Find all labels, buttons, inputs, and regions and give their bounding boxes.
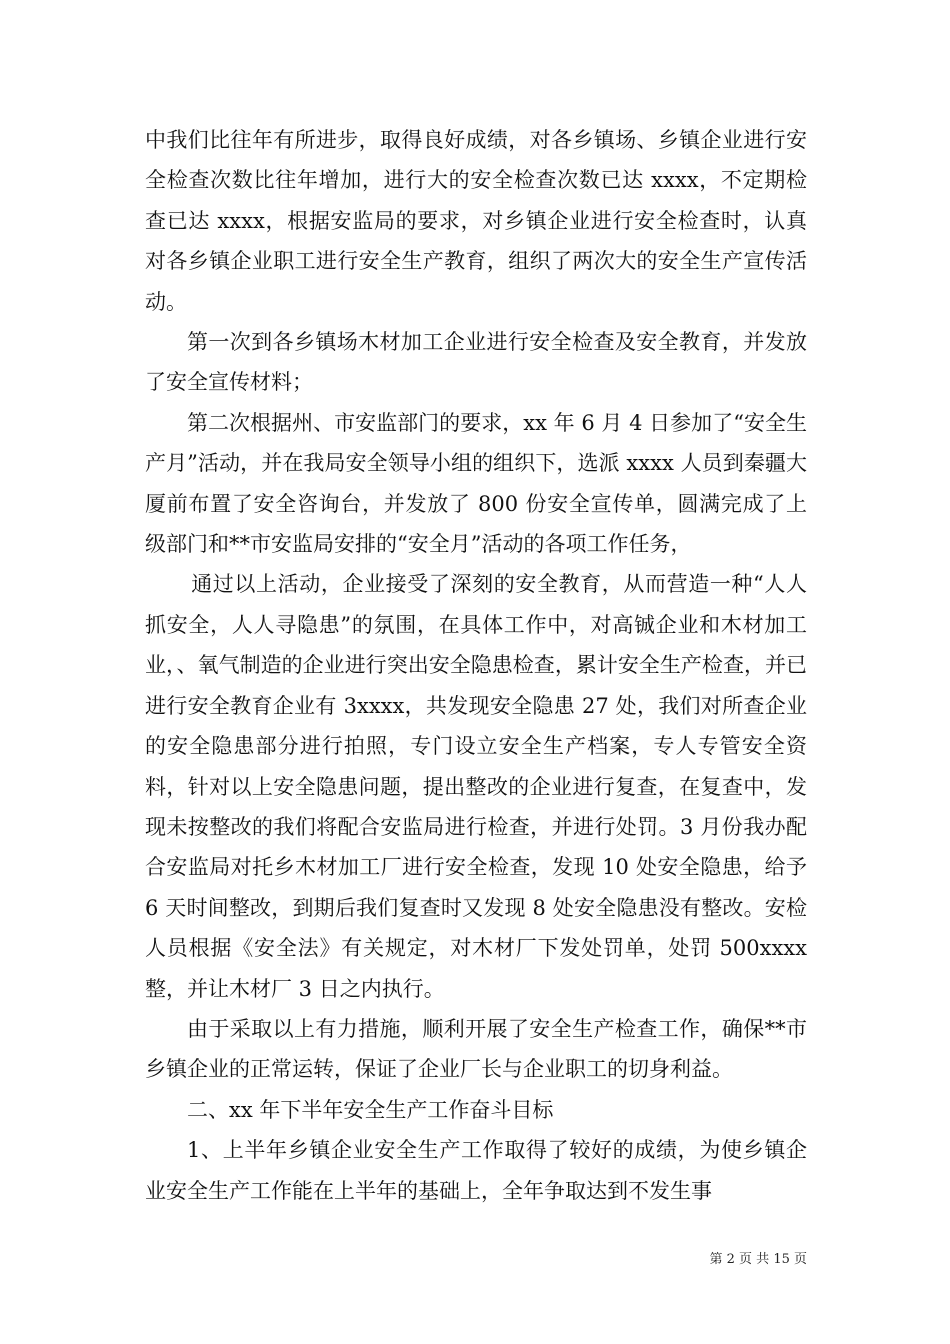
page-number: 第 2 页 共 15 页 (709, 1252, 807, 1267)
paragraph-continuation: 中我们比往年有所进步，取得良好成绩，对各乡镇场、乡镇企业进行安全检查次数比往年增加，进行大的安全检查次数已达 xxxx，不定期检查已达 xxxx，根据安监局的要求，对乡镇企业进行安全检查时，认真对各乡镇企业职工进行安全生产教育，组织了两次大的安全生产宣传活动。 (145, 128, 807, 314)
document-body (145, 120, 807, 1211)
paragraph-measures: 由于采取以上有力措施，顺利开展了安全生产检查工作，确保**市乡镇企业的正常运转，保证了企业厂长与企业职工的切身利益。 (145, 1016, 807, 1082)
paragraph-inspection-results: 通过以上活动，企业接受了深刻的安全教育，从而营造一种“人人抓安全，人人寻隐患”的氛围，在具体工作中，对高铖企业和木材加工业，、氧气制造的企业进行突出安全隐患检查，累计安全生产检查，并已进行安全教育企业有 3xxxx，共发现安全隐患 27 处，我们对所查企业的安全隐患部分进行拍照，专门设立安全生产档案，专人专管安全资料，针对以上安全隐患问题，提出整改的企业进行复查，在复查中，发现未按整改的我们将配合安监局进行检查，并进行处罚。3 月份我办配合安监局对托乡木材加工厂进行安全检查，发现 10 处安全隐患，给予 6 天时间整改，到期后我们复查时又发现 8 处安全隐患没有整改。安检人员根据《安全法》有关规定，对木材厂下发处罚单，处罚 500xxxx 整，并让木材厂 3 日之内执行。 (145, 572, 807, 1001)
paragraph-first-activity: 第一次到各乡镇场木材加工企业进行安全检查及安全教育，并发放了安全宣传材料； (145, 330, 807, 395)
section-heading-goals: 二、xx 年下半年安全生产工作奋斗目标 (187, 1097, 554, 1122)
paragraph-second-activity: 第二次根据州、市安监部门的要求，xx 年 6 月 4 日参加了“安全生产月”活动，并在我局安全领导小组的组织下，选派 xxxx 人员到秦疆大厦前布置了安全咨询台，并发放了 800 份安全宣传单，圆满完成了上级部门和**市安监局安排的“安全月”活动的各项工作任务， (145, 410, 807, 557)
paragraph-goal-1: 1、上半年乡镇企业安全生产工作取得了较好的成绩，为使乡镇企业安全生产工作能在上半年的基础上，全年争取达到不发生事 (145, 1138, 807, 1203)
